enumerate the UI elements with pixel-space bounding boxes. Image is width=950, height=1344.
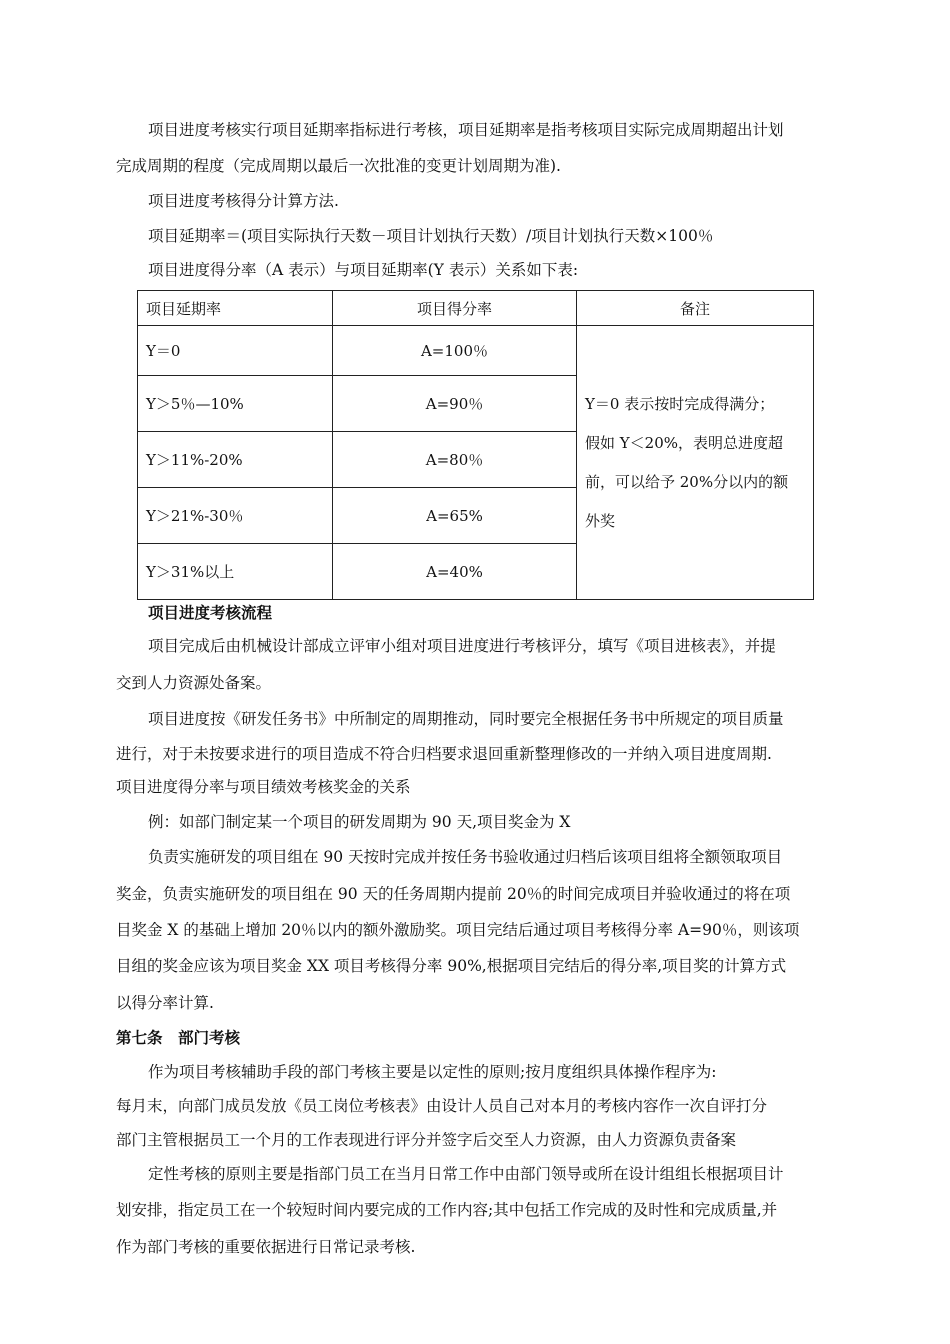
score-cell: A=65% <box>333 488 577 544</box>
dept-paragraph-4-line-2: 划安排，指定员工在一个较短时间内要完成的工作内容;其中包括工作完成的及时性和完成质量,并 <box>116 1201 778 1219</box>
score-cell: A=80％ <box>333 432 577 488</box>
delay-cell: Y＞5％—10% <box>138 376 333 432</box>
delay-cell: Y＞31%以上 <box>138 544 333 600</box>
score-cell: A=90％ <box>333 376 577 432</box>
delay-cell: Y＞21%-30％ <box>138 488 333 544</box>
delay-formula: 项目延期率＝(项目实际执行天数－项目计划执行天数）/项目计划执行天数×100％ <box>148 227 714 245</box>
flow-paragraph-1-line-1: 项目完成后由机械设计部成立评审小组对项目进度进行考核评分，填写《项目进核表》，并提 <box>148 637 776 655</box>
remark-line: 前，可以给予 20%分以内的额 <box>585 472 789 491</box>
delay-cell: Y＞11%-20% <box>138 432 333 488</box>
article-seven-title: 第七条 部门考核 <box>116 1028 241 1047</box>
table-row <box>138 326 814 376</box>
score-table <box>137 290 814 600</box>
remark-line: Y＝0 表示按时完成得满分； <box>585 394 775 413</box>
dept-paragraph-1: 作为项目考核辅助手段的部门考核主要是以定性的原则;按月度组织具体操作程序为: <box>148 1063 717 1081</box>
dept-paragraph-2: 每月末，向部门成员发放《员工岗位考核表》由设计人员自己对本月的考核内容作一次自评打分 <box>116 1097 768 1115</box>
header-remark: 备注 <box>577 291 814 326</box>
header-score-rate: 项目得分率 <box>333 291 577 326</box>
calc-method-heading: 项目进度考核得分计算方法. <box>148 192 339 210</box>
remark-cell <box>577 326 814 600</box>
example-paragraph: 例：如部门制定某一个项目的研发周期为 90 天,项目奖金为 X <box>148 813 571 831</box>
remark-line: 外奖 <box>585 511 616 530</box>
bonus-paragraph-line-4: 目组的奖金应该为项目奖金 XX 项目考核得分率 90%,根据项目完结后的得分率,项目奖的计算方式 <box>116 957 787 975</box>
dept-paragraph-4-line-3: 作为部门考核的重要依据进行日常记录考核. <box>116 1238 416 1256</box>
flow-paragraph-2-line-2: 进行，对于未按要求进行的项目造成不符合归档要求退回重新整理修改的一并纳入项目进度周期. <box>116 745 772 763</box>
bonus-paragraph-line-5: 以得分率计算. <box>116 994 214 1012</box>
bonus-paragraph-line-1: 负责实施研发的项目组在 90 天按时完成并按任务书验收通过归档后该项目组将全额领取项目 <box>148 848 783 866</box>
intro-paragraph-line-1: 项目进度考核实行项目延期率指标进行考核，项目延期率是指考核项目实际完成周期超出计划 <box>148 121 784 139</box>
dept-paragraph-3: 部门主管根据员工一个月的工作表现进行评分并签字后交至人力资源，由人力资源负责备案 <box>116 1131 737 1149</box>
table-intro: 项目进度得分率（A 表示）与项目延期率(Y 表示）关系如下表: <box>148 261 579 279</box>
delay-cell: Y＝0 <box>138 326 333 376</box>
score-cell: A=100％ <box>333 326 577 376</box>
flow-paragraph-1-line-2: 交到人力资源处备案。 <box>116 674 272 692</box>
remark-line: 假如 Y＜20%，表明总进度超 <box>585 433 784 452</box>
bonus-paragraph-line-3: 目奖金 X 的基础上增加 20％以内的额外激励奖。项目完结后通过项目考核得分率 A=90％，则该项 <box>116 921 800 939</box>
intro-paragraph-line-2: 完成周期的程度（完成周期以最后一次批准的变更计划周期为准). <box>116 157 561 175</box>
header-delay-rate: 项目延期率 <box>138 291 333 326</box>
dept-paragraph-4-line-1: 定性考核的原则主要是指部门员工在当月日常工作中由部门领导或所在设计组组长根据项目计 <box>148 1165 784 1183</box>
score-cell: A=40% <box>333 544 577 600</box>
flow-section-title: 项目进度考核流程 <box>148 603 273 622</box>
bonus-paragraph-line-2: 奖金，负责实施研发的项目组在 90 天的任务周期内提前 20％的时间完成项目并验收通过的将在项 <box>116 885 791 903</box>
table-header-row <box>138 291 814 326</box>
flow-paragraph-2-line-1: 项目进度按《研发任务书》中所制定的周期推动，同时要完全根据任务书中所规定的项目质量 <box>148 710 784 728</box>
flow-paragraph-3: 项目进度得分率与项目绩效考核奖金的关系 <box>116 778 411 796</box>
